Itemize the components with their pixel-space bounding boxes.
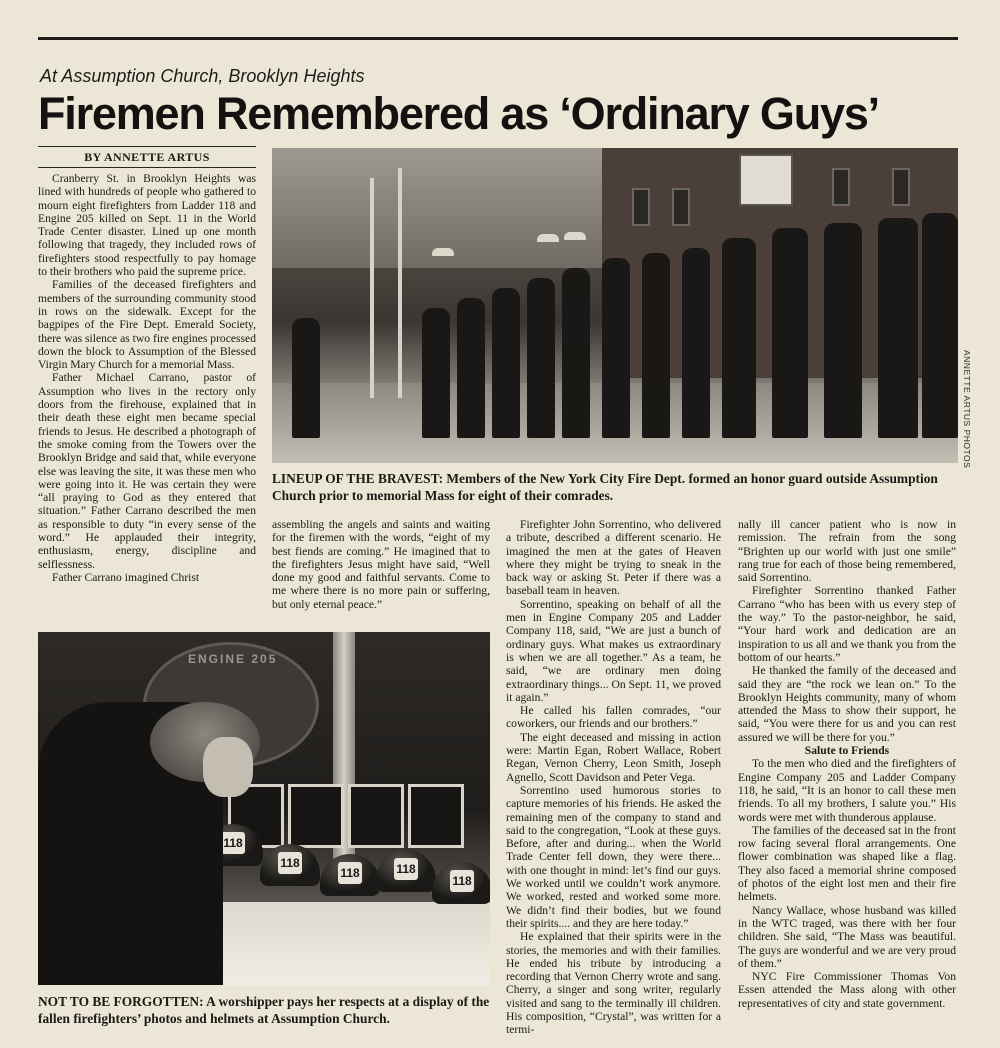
photo-flagpole [370,178,374,398]
paragraph: NYC Fire Commissioner Thomas Von Essen attended the Mass along with other representatives of city and state government. [738,970,956,1010]
article-column-2 [272,518,490,611]
paragraph: Nancy Wallace, whose husband was killed in the WTC traged, was there with her four children. She said, “The Mass was beautiful. The guys are wonderful and we are very proud of them.” [738,903,956,970]
paragraph: assembling the angels and saints and waiting for the firemen with the words, “eight of my best fiends are coming.” He imagined that to the firefighters Jesus might have said, “Well done my good and faithful servants. Come to me where there is no more pain or suffering, but only eternal peace.” [272,518,490,611]
paragraph: Firefighter Sorrentino thanked Father Carrano “who has been with us every step of the way.” To the pastor-neighbor, he said, “Your hard work and dedication are an inspiration to us all and we thank you from the bottom of our hearts.” [738,584,956,664]
paragraph: Father Carrano imagined Christ [52,570,200,584]
subhead: Salute to Friends [804,744,890,758]
byline-rule-bottom [38,167,256,168]
paragraph: He thanked the family of the deceased and said they are “the rock we lean on.” To the Brooklyn Heights community, many of whom attended the Mass to show their support, he said, “You were there for us and you can rest assured we will be there for you.” [738,664,956,744]
paragraph: To the men who died and the firefighters of Engine Company 205 and Ladder Company 118, he said, “It is an honor to call these men friends. To all my brothers, I salute you.” His words were met with thunderous applause. [738,757,956,824]
photo-credit: ANNETTE ARTUS PHOTOS [962,350,972,469]
kicker: At Assumption Church, Brooklyn Heights [40,66,365,86]
photo-firefighter [457,298,485,438]
memorial-shrine-photo [38,632,490,985]
article-column-3 [506,518,721,1037]
photo-firefighter [824,223,862,438]
headline: Firemen Remembered as ‘Ordinary Guys’ [38,88,879,139]
paragraph: Families of the deceased firefighters and members of the surrounding community stood in rows on the sidewalk. Except for the bagpipes of the Fire Dept. Emerald Society, there was silence as two fire engines processed down the block to Assumption of the Blessed Virgin Mary Church for a memorial Mass. [38,278,256,372]
photo-white-cap [432,248,454,256]
photo-flagpole [398,168,402,398]
paragraph: The families of the deceased sat in the front row facing several floral arrangements. One flower combination was shaped like a flag. They also faced a memorial shrine composed of photos of the eight lost men and their fire helmets. [738,823,956,904]
photo-firefighter [682,248,710,438]
photo-firefighter [642,253,670,438]
photo-caption-top: LINEUP OF THE BRAVEST: Members of the New York City Fire Dept. formed an honor guard outside Assumption Church prior to memorial Mass for eight of their comrades. [272,471,938,503]
paragraph: Sorrentino used humorous stories to capture memories of his friends. He asked the remaining men of the company to stand and said to the congregation, “Look at these guys. Before, after and during... when the World Trade Center fell down, they were there... with one thought in mind: let’s find our guys. We worked until we couldn’t work anymore. We worked, rested and worked some more. We didn’t find their bodies, but we found their spirits.... and they are here today.” [506,783,721,930]
article-column-4 [738,518,956,1010]
photo-memorial-frame [348,784,404,848]
photo-fire-helmet [376,850,436,892]
photo-fire-helmet [432,862,490,904]
paragraph: Firefighter John Sorrentino, who delivered a tribute, described a different scenario. He imagined the men at the gates of Heaven where they might be trying to sneak in the back way or asking St. Peter if there was a baseball team in heaven. [506,518,721,598]
photo-firefighter [562,268,590,438]
article-column-1 [38,172,256,584]
photo-helmet-shield: 118 [278,852,302,874]
paragraph: nally ill cancer patient who is now in remission. The refrain from the song “Brighten up our world with just one smile” rang true for each of those being remembered, said Sorrentino. [738,518,956,585]
photo-white-cap [537,234,559,242]
paragraph: The eight deceased and missing in action were: Martin Egan, Robert Wallace, Robert Regan, Vernon Cherry, Leon Smith, Joseph Agnello, Scott Davidson and Peter Vega. [506,730,721,784]
paragraph: He explained that their spirits were in the stories, the memories and with their families. He ended his tribute by introducing a recording that Vernon Cherry wrote and sang. Cherry, a singer and song writer, regularly visited and sang to the terminally ill children. His composition, “Crystal”, was written for a termi- [506,930,721,1037]
photo-firefighter [292,318,320,438]
photo-street-sign [739,154,793,206]
photo-firefighter [772,228,808,438]
top-rule [38,37,958,40]
paragraph: Cranberry St. in Brooklyn Heights was lined with hundreds of people who gathered to mourn eight firefighters from Ladder 118 and Engine 205 killed on Sept. 11 in the World Trade Center disaster. Lined up one month following that tragedy, they included rows of firefighters stood respectfully to pay homage to their brothers who paid the supreme price. [38,172,256,279]
byline: BY ANNETTE ARTUS [84,150,210,164]
photo-helmet-shield: 118 [338,862,362,884]
photo-fire-helmet [260,844,320,886]
photo-helmet-shield: 118 [394,858,418,880]
photo-firefighter [878,218,918,438]
paragraph: He called his fallen comrades, “our coworkers, our friends and our brothers.” [506,704,721,731]
photo-column-post [333,632,355,892]
photo-firefighter [422,308,450,438]
byline-block [38,146,256,168]
honor-guard-photo [272,148,958,463]
photo-worshipper-face [203,737,253,797]
photo-firefighter [922,213,958,438]
photo-emblem-text: ENGINE 205 [188,652,278,666]
photo-fire-helmet [320,854,380,896]
photo-window [892,168,910,206]
photo-memorial-frame [408,784,464,848]
photo-caption-bottom: NOT TO BE FORGOTTEN: A worshipper pays her respects at a display of the fallen firefighters’ photos and helmets at Assumption Church. [38,994,490,1026]
photo-window [632,188,650,226]
photo-white-cap [564,232,586,240]
photo-firefighter [492,288,520,438]
photo-firefighter [722,238,756,438]
photo-memorial-frame [288,784,344,848]
photo-helmet-shield: 118 [221,832,245,854]
photo-helmet-shield: 118 [450,870,474,892]
photo-window [672,188,690,226]
photo-firefighter [527,278,555,438]
photo-table-cloth [188,902,490,985]
paragraph: Sorrentino, speaking on behalf of all the men in Engine Company 205 and Ladder Company 118, said, “We are just a bunch of ordinary guys. What makes us extraordinary is when we are all together.” As a team, he said, “we are ordinary men doing extraordinary things... On Sept. 11, we proved it again.” [506,597,721,704]
photo-firefighter [602,258,630,438]
photo-window [832,168,850,206]
paragraph: Father Michael Carrano, pastor of Assumption who lives in the rectory only doors from the firehouse, explained that in their death these eight men became special friends to Jesus. He described a photograph of the smoke coming from the Towers over the Brooklyn Bridge and said that, while everyone else was leaving the site, it was these men who were going into it. He was certain they were “all praying to God as they entered that situation.” Father Carrano described the men as responsible to duty “in every sense of the word.” He applauded their integrity, enthusiasm, energy, discipline and selflessness. [38,371,256,571]
